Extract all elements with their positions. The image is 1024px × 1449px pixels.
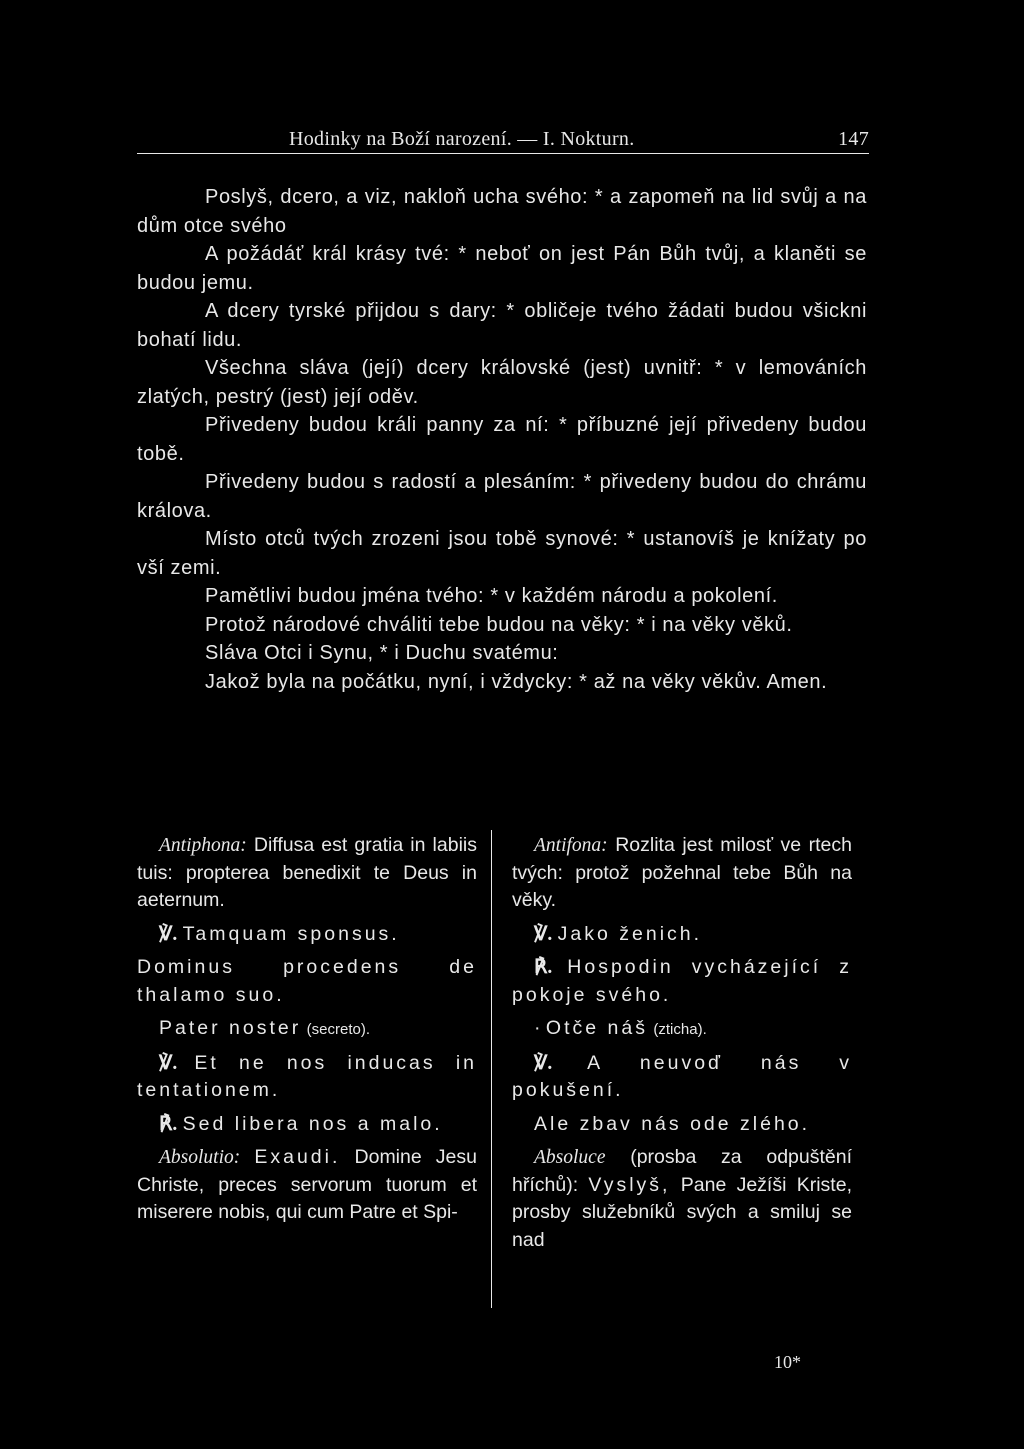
latin-column [137,832,477,1233]
response-text: Sed libera nos a malo. [182,1112,443,1135]
czech-response [512,954,852,1009]
column-divider [491,830,492,1308]
pater-note: (secreto). [306,1021,371,1038]
versicle-text: Jako ženich. [557,922,703,945]
signature-mark: 10* [774,1352,801,1372]
response-symbol: ℟. [534,957,553,978]
page-number: 147 [838,128,869,150]
pater-note: (zticha). [653,1021,707,1038]
response-text: Dominus procedens de thalamo suo. [137,956,477,1006]
czech-column [512,832,852,1260]
latin-antiphon [137,832,477,915]
psalm-text [137,183,867,696]
header-rule [137,153,869,154]
versicle-symbol: ℣. [534,923,553,945]
czech-response-2 [512,1111,852,1139]
psalm-verse: Všechna sláva (její) dcery královské (jest) uvnitř: * v lemováních zlatých, pestrý (jest) její oděv. [137,357,867,408]
psalm-verse: Protož národové chváliti tebe budou na věky: * i na věky věků. [205,613,793,636]
pater-prefix: · [534,1017,541,1039]
psalm-verse: Poslyš, dcero, a viz, nakloň ucha svého: * a zapomeň na lid svůj a na dům otce svého [137,186,867,237]
versicle-text: Et ne nos inducas in tentationem. [137,1051,477,1101]
response-text: Ale zbav nás ode zlého. [534,1112,811,1135]
psalm-verse: Místo otců tvých zrozeni jsou tobě synové: * ustanovíš je knížaty po vší zemi. [137,528,867,579]
doxology-line: Sláva Otci i Synu, * i Duchu svatému: [205,642,559,664]
absolutio-label: Absoluce [534,1147,606,1168]
antiphon-label: Antiphona: [159,835,247,856]
antiphon-label: Antifona: [534,835,608,856]
absolutio-text: Domine Jesu Christe, preces servorum tuorum et miserere nobis, qui cum Patre et Spi- [137,1146,477,1223]
versicle-symbol: ℣. [159,1052,178,1074]
doxology-line: Jakož byla na počátku, nyní, i vždycky: * až na věky věkův. Amen. [205,670,828,693]
latin-response [137,954,477,1009]
czech-absolutio [512,1144,852,1254]
latin-response-2 [137,1111,477,1139]
czech-versicle-2 [512,1050,852,1105]
psalm-verse: Přivedeny budou králi panny za ní: * příbuzné její přivedeny budou tobě. [137,414,867,465]
czech-versicle [512,921,852,949]
latin-pater-noster [137,1015,477,1044]
antiphon-text: Diffusa est gratia in labiis tuis: propterea benedixit te Deus in aeternum. [137,834,477,911]
versicle-symbol: ℣. [534,1052,553,1074]
czech-otce-nas [512,1015,852,1044]
versicle-text: A neuvoď nás v pokušení. [512,1051,852,1101]
czech-antiphon [512,832,852,915]
pater-text: Pater noster [159,1017,302,1039]
absolutio-text: Pane Ježíši Kriste, prosby služebníků svých a smiluj se nad [512,1173,852,1251]
absolutio-intro: (prosba za odpuštění hříchů): [512,1146,852,1196]
latin-versicle [137,921,477,949]
versicle-text: Tamquam sponsus. [182,922,400,945]
versicle-symbol: ℣. [159,923,178,945]
psalm-verse: A dcery tyrské přijdou s dary: * obličeje tvého žádati budou všickni bohatí lidu. [137,300,867,351]
running-title: Hodinky na Boží narození. — I. Nokturn. [289,128,635,150]
response-symbol: ℟. [159,1113,178,1135]
response-text: Hospodin vycházející z pokoje svého. [512,956,852,1006]
absolutio-first: Vyslyš, [588,1173,671,1196]
absolutio-first: Exaudi. [254,1146,341,1168]
running-header [137,128,869,154]
psalm-verse: Pamětlivi budou jména tvého: * v každém národu a pokolení. [205,585,778,607]
antiphon-text: Rozlita jest milosť ve rtech tvých: protož požehnal tebe Bůh na věky. [512,834,852,911]
latin-absolutio [137,1144,477,1227]
latin-versicle-2 [137,1050,477,1105]
pater-text: Otče náš [545,1017,648,1039]
psalm-verse: Přivedeny budou s radostí a plesáním: * přivedeny budou do chrámu králova. [137,471,867,522]
absolutio-label: Absolutio: [159,1147,241,1168]
psalm-verse: A požádáť král krásy tvé: * neboť on jest Pán Bůh tvůj, a klaněti se budou jemu. [137,243,867,294]
